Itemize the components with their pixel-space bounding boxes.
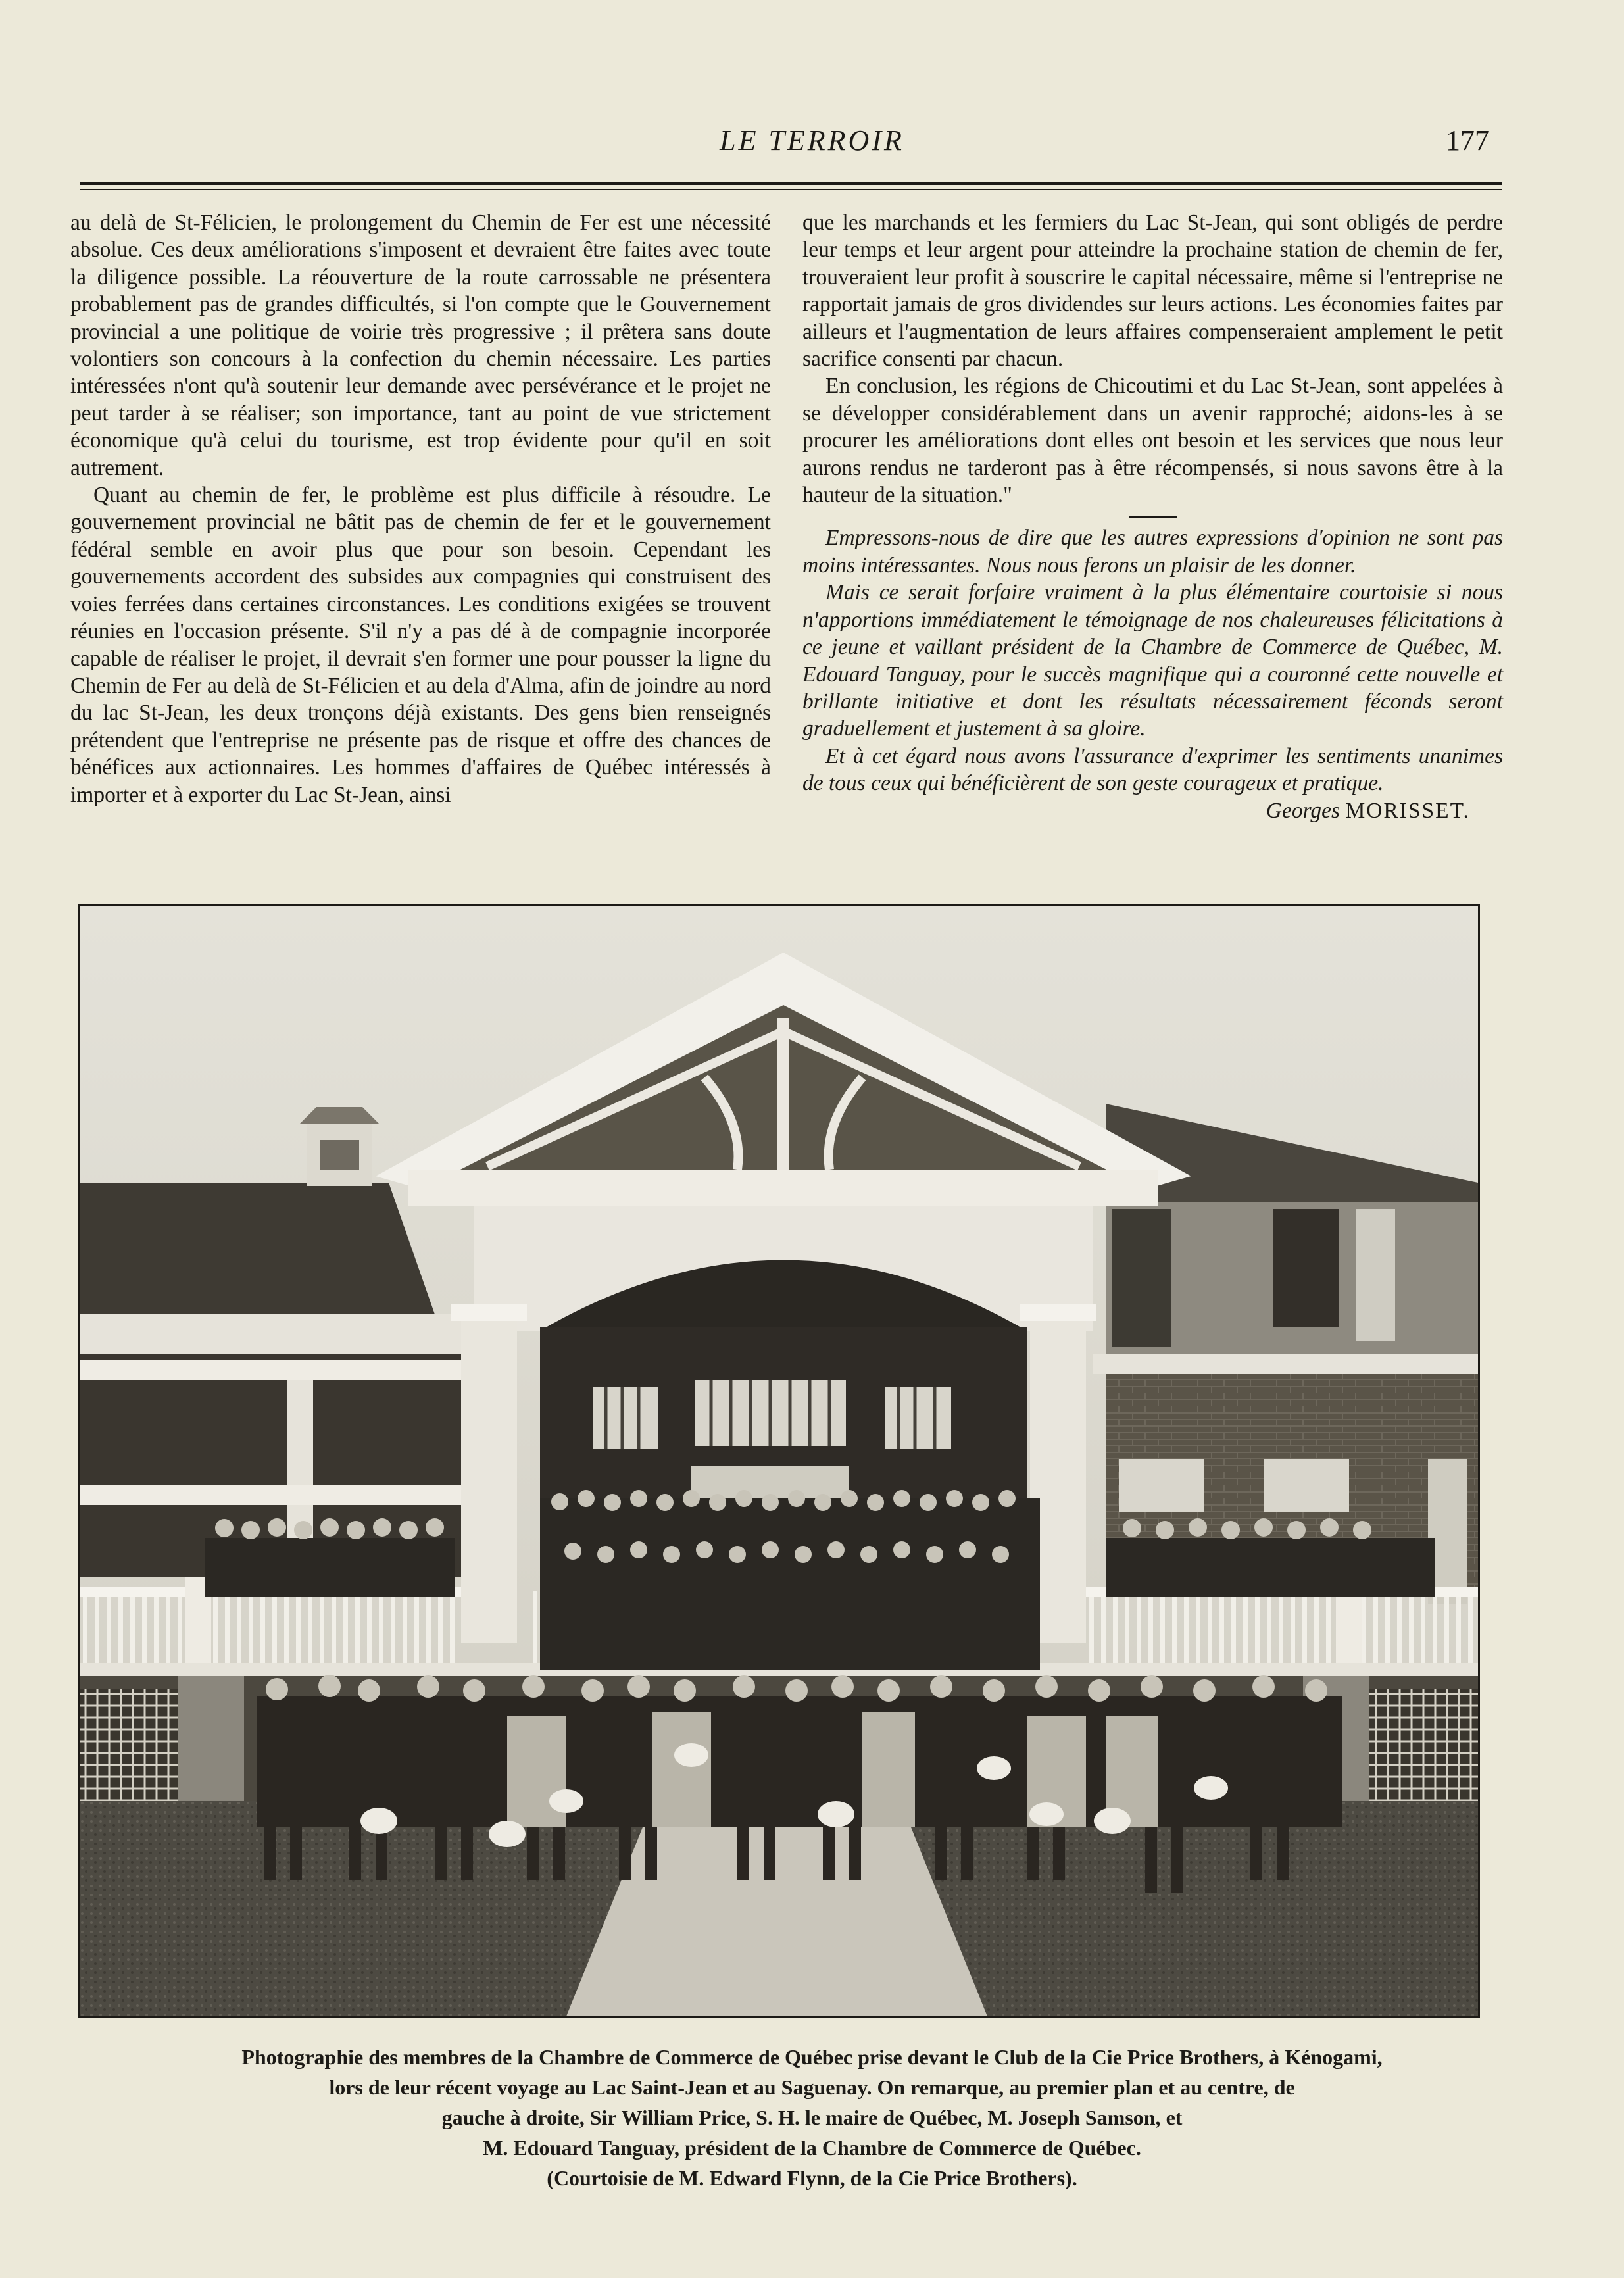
page-number: 177 <box>1446 124 1489 157</box>
author-signature <box>802 797 1503 824</box>
running-title: LE TERROIR <box>720 124 904 157</box>
caption-line-3: gauche à droite, Sir William Price, S. H. le maire de Québec, M. Joseph Samson, et <box>441 2106 1183 2129</box>
caption-line-4: M. Edouard Tanguay, président de la Chambre de Commerce de Québec. <box>483 2136 1141 2160</box>
caption-line-1: Photographie des membres de la Chambre de Commerce de Québec prise devant le Club de la Cie Price Brothers, à Kénogami, <box>241 2045 1383 2069</box>
left-column <box>70 209 771 808</box>
photo-caption <box>92 2042 1532 2193</box>
left-paragraph-2: Quant au chemin de fer, le problème est plus difficile à résoudre. Le gouvernement provincial ne bâtit pas de chemin de fer et le gouvernement fédéral semble en avoir plus que pour son besoin. Cependant les gouvernements accordent des subsides aux compagnies qui construisent des voies ferrées dans certaines circonstances. Les conditions exigées se trouvent réunies en l'occasion présente. S'il n'y a pas dé à de compagnie incorporée capable de réaliser le projet, il devrait s'en former une pour pousser la ligne du Chemin de Fer au delà de St-Félicien et au dela d'Alma, afin de joindre au nord du lac St-Jean, les deux tronçons déjà existants. Des gens bien renseignés prétendent que l'entreprise ne présente pas de risque et offre des chances de bénéfices aux actionnaires. Les hommes d'affaires de Québec intéressés à importer et à exporter du Lac St-Jean, ainsi <box>70 483 771 807</box>
signature-first-name: Georges <box>1266 798 1341 823</box>
right-column <box>802 209 1503 824</box>
italic-paragraph-1: Empressons-nous de dire que les autres expressions d'opinion ne sont pas moins intéressantes. Nous nous ferons un plaisir de les donner. <box>802 526 1503 578</box>
italic-paragraph-2: Mais ce serait forfaire vraiment à la plus élémentaire courtoisie si nous n'apportions immédiatement le témoignage de nos chaleureuses félicitations à ce jeune et vaillant président de la Chambre de Commerce de Québec, M. Edouard Tanguay, pour le succès magnifique qui a couronné cette nouvelle et brillante initiative et dont les résultats nécessairement féconds seront graduellement et justement à sa gloire. <box>802 580 1503 741</box>
italic-paragraph-3: Et à cet égard nous avons l'assurance d'exprimer les sentiments unanimes de tous ceux qui bénéficièrent de son geste courageux et pratique. <box>802 743 1503 796</box>
photograph-drawing <box>80 906 1478 2016</box>
caption-line-2: lors de leur récent voyage au Lac Saint-Jean et au Saguenay. On remarque, au premier plan et au centre, de <box>329 2075 1295 2099</box>
signature-last-name: MORISSET. <box>1345 798 1470 823</box>
section-separator <box>1129 516 1177 518</box>
group-photograph <box>78 904 1480 2018</box>
right-paragraph-2: En conclusion, les régions de Chicoutimi et du Lac St-Jean, sont appelées à se développer considérablement dans un avenir rapproché; aidons-les à se procurer les améliorations dont elles ont besoin et les services que nous leur aurons rendus ne tarderont pas à être récompensés, si nous savons être à la hauteur de la situation." <box>802 374 1503 508</box>
header-rule-thin <box>80 189 1502 190</box>
header-rule-thick <box>80 182 1502 185</box>
right-paragraph-1: que les marchands et les fermiers du Lac St-Jean, qui sont obligés de perdre leur temps et leur argent pour atteindre la prochaine station de chemin de fer, trouveraient leur profit à souscrire le capital nécessaire, même si l'entreprise ne rapportait jamais de gros dividendes sur leurs actions. Les économies faites par ailleurs et l'augmentation de leurs affaires compenseraient amplement le petit sacrifice consenti par chacun. <box>802 210 1503 372</box>
caption-line-5: (Courtoisie de M. Edward Flynn, de la Cie Price Brothers). <box>547 2166 1077 2190</box>
left-paragraph-1: au delà de St-Félicien, le prolongement du Chemin de Fer est une nécessité absolue. Ces deux améliorations s'imposent et devraient être faites avec toute la diligence possible. La réouverture de la route carrossable ne présentera probablement pas de grandes difficultés, si l'on compte que le Gouvernement provincial a une politique de voirie très progressive ; il prêtera sans doute volontiers son concours à la confection du chemin nécessaire. Les parties intéressées n'ont qu'à soutenir leur demande avec persévérance et le projet ne peut tarder à se réaliser; son importance, tant au point de vue strictement économique qu'à celui du tourisme, est trop évidente pour qu'il en soit autrement. <box>70 210 771 480</box>
